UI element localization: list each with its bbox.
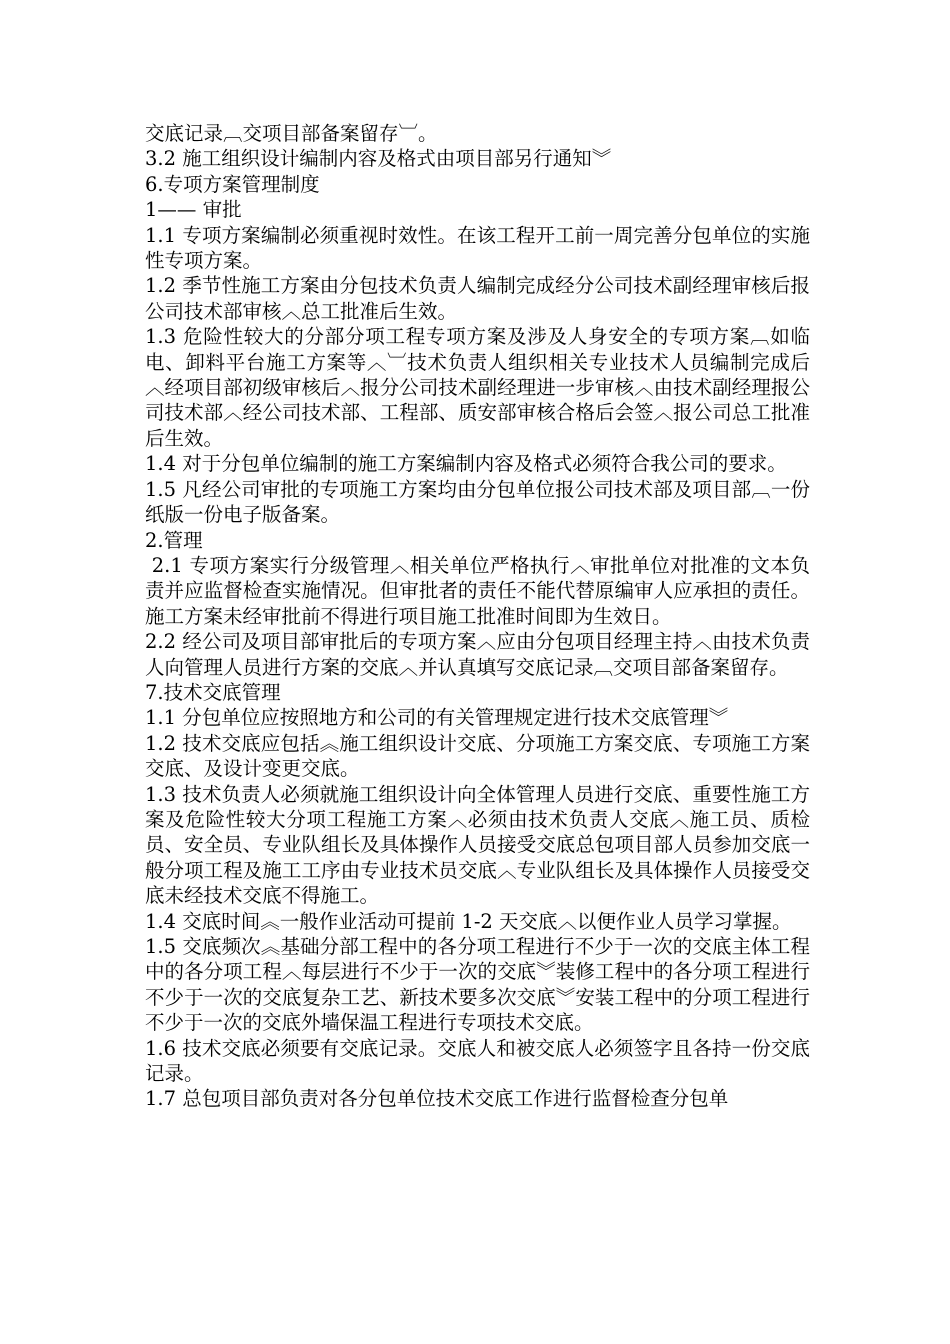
paragraph-1-5: 1.5 凡经公司审批的专项施工方案均由分包单位报公司技术部及项目部︹一份纸版一份电子版备案。 [145, 477, 810, 527]
paragraph-7-1-1: 1.1 分包单位应按照地方和公司的有关管理规定进行技术交底管理︾ [145, 706, 729, 730]
subheading-management: 2.管理 [145, 528, 203, 552]
section-heading-tech-handover: 7.技术交底管理 [145, 680, 281, 704]
paragraph-handover-record-end: 交底记录︹交项目部备案留存︺。 [145, 122, 438, 145]
section-heading-special-plan: 6.专项方案管理制度 [145, 172, 320, 196]
paragraph-7-1-6: 1.6 技术交底必须要有交底记录。交底人和被交底人必须签字且各持一份交底记录。 [145, 1036, 810, 1086]
paragraph-7-1-2: 1.2 技术交底应包括︽施工组织设计交底、分项施工方案交底、专项施工方案交底、及设计变更交底。 [145, 731, 810, 781]
paragraph-7-1-4: 1.4 交底时间︽一般作业活动可提前 1-2 天交底︿以便作业人员学习掌握。 [145, 909, 792, 933]
paragraph-1-3: 1.3 危险性较大的分部分项工程专项方案及涉及人身安全的专项方案︹如临电、卸料平台施工方案等︿︺技术负责人组织相关专业技术人员编制完成后︿经项目部初级审核后︿报分公司技术副经理进一步审核︿由技术副经理报公司技术部︿经公司技术部、工程部、质安部审核合格后会签︿报公司总工批准后生效。 [145, 325, 810, 450]
paragraph-1-1: 1.1 专项方案编制必须重视时效性。在该工程开工前一周完善分包单位的实施性专项方案。 [145, 223, 810, 273]
subheading-approval: 1—— 审批 [145, 198, 242, 222]
paragraph-1-2: 1.2 季节性施工方案由分包技术负责人编制完成经分公司技术副经理审核后报公司技术部审核︿总工批准后生效。 [145, 274, 810, 323]
paragraph-7-1-3: 1.3 技术负责人必须就施工组织设计向全体管理人员进行交底、重要性施工方案及危险性较大分项工程施工方案︿必须由技术负责人交底︿施工员、质检员、安全员、专业队组长及具体操作人员接受交底总包项目部人员参加交底一般分项工程及施工工序由专业技术员交底︿专业队组长及具体操作人员接受交底未经技术交底不得施工。 [145, 782, 810, 908]
paragraph-1-4: 1.4 对于分包单位编制的施工方案编制内容及格式必须符合我公司的要求。 [145, 452, 787, 476]
paragraph-7-1-5: 1.5 交底频次︽基础分部工程中的各分项工程进行不少于一次的交底主体工程中的各分项工程︿每层进行不少于一次的交底︾装修工程中的各分项工程进行不少于一次的交底复杂工艺、新技术要多次交底︾安装工程中的分项工程进行不少于一次的交底外墙保温工程进行专项技术交底。 [145, 935, 810, 1035]
paragraph-2-2: 2.2 经公司及项目部审批后的专项方案︿应由分包项目经理主持︿由技术负责人向管理人员进行方案的交底︿并认真填写交底记录︹交项目部备案留存。 [145, 630, 810, 679]
paragraph-2-1: 2.1 专项方案实行分级管理︿相关单位严格执行︿审批单位对批准的文本负责并应监督检查实施情况。但审批者的责任不能代替原编审人应承担的责任。施工方案未经审批前不得进行项目施工批准时间即为生效日。 [145, 553, 810, 628]
document-body [145, 121, 810, 1112]
paragraph-7-1-7: 1.7 总包项目部负责对各分包单位技术交底工作进行监督检查分包单 [145, 1087, 729, 1111]
paragraph-3-2: 3.2 施工组织设计编制内容及格式由项目部另行通知︾ [145, 147, 612, 171]
